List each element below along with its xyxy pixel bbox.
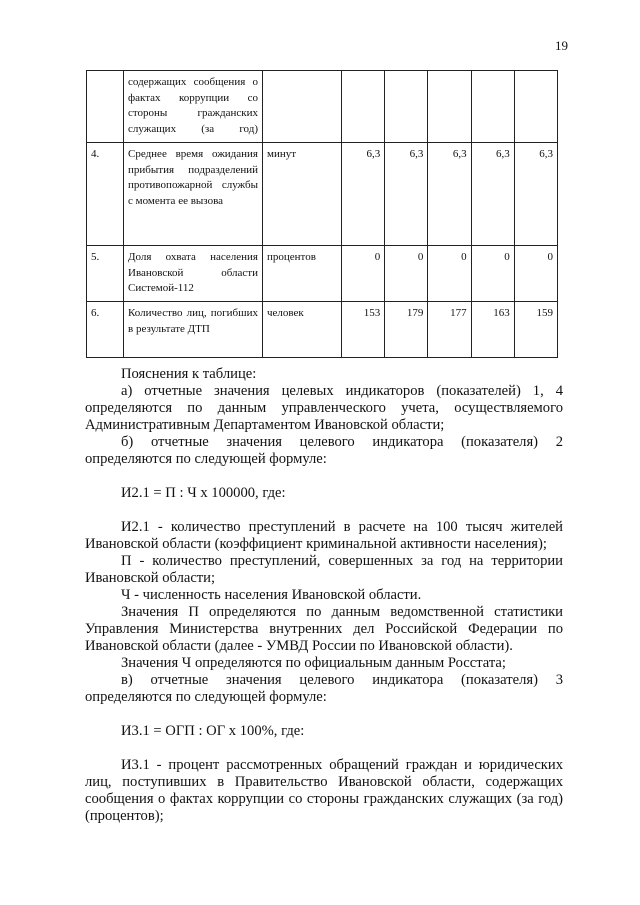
formula-i2: И2.1 = П : Ч х 100000, где: [121,485,286,501]
value-cell: 179 [385,302,428,358]
value-cell: 0 [385,246,428,302]
value-cell [342,71,385,143]
value-cell: 6,3 [514,143,557,246]
value-cell: 6,3 [471,143,514,246]
explanations-heading: Пояснения к таблице: [121,366,257,382]
value-cell: 0 [342,246,385,302]
row-number [87,71,124,143]
unit-cell: человек [263,302,342,358]
table-row [87,71,558,143]
value-cell [385,71,428,143]
table-row [87,246,558,302]
paragraph-a: а) отчетные значения целевых индикаторов (показателей) 1, 4 определяются по данным управленческого учета, осуществляемого Административным Департаментом Ивановской области; [85,383,563,433]
value-cell: 177 [428,302,471,358]
value-cell: 6,3 [428,143,471,246]
row-number: 4. [87,143,124,246]
paragraph-p-source: Значения П определяются по данным ведомственной статистики Управления Министерства внутренних дел Российской Федерации по Ивановской области (далее - УМВД России по Ивановской области). [85,604,563,654]
page-number: 19 [555,38,568,53]
row-number: 5. [87,246,124,302]
indicator-name: Количество лиц, погибших в результате ДТП [124,302,263,358]
value-cell: 159 [514,302,557,358]
unit-cell: процентов [263,246,342,302]
definition-ch: Ч - численность населения Ивановской области. [121,587,422,603]
table-row [87,143,558,246]
paragraph-ch-source: Значения Ч определяются по официальным данным Росстата; [121,655,506,671]
definition-i2: И2.1 - количество преступлений в расчете на 100 тысяч жителей Ивановской области (коэффициент криминальной активности населения); [85,519,563,552]
indicator-name: Среднее время ожидания прибытия подразделений противопожарной службы с момента ее вызова [124,143,263,246]
unit-cell: минут [263,143,342,246]
paragraph-v: в) отчетные значения целевого индикатора (показателя) 3 определяются по следующей формуле: [85,672,563,705]
definition-p: П - количество преступлений, совершенных за год на территории Ивановской области; [85,553,563,586]
value-cell: 6,3 [342,143,385,246]
paragraph-b: б) отчетные значения целевого индикатора (показателя) 2 определяются по следующей формуле: [85,434,563,467]
definition-i3: И3.1 - процент рассмотренных обращений граждан и юридических лиц, поступивших в Правительство Ивановской области, содержащих сообщения о фактах коррупции со стороны гражданских служащих (за год) (процентов); [85,757,563,824]
value-cell: 153 [342,302,385,358]
row-number: 6. [87,302,124,358]
value-cell: 0 [471,246,514,302]
value-cell: 0 [428,246,471,302]
indicator-name: Доля охвата населения Ивановской области Системой-112 [124,246,263,302]
unit-cell [263,71,342,143]
value-cell: 0 [514,246,557,302]
value-cell [471,71,514,143]
formula-i3: И3.1 = ОГП : ОГ х 100%, где: [121,723,305,739]
indicators-table [86,70,558,358]
indicator-name: содержащих сообщения о фактах коррупции со стороны гражданских служащих (за год) [124,71,263,143]
value-cell: 6,3 [385,143,428,246]
value-cell [428,71,471,143]
value-cell: 163 [471,302,514,358]
explanations [85,366,563,825]
table-row [87,302,558,358]
value-cell [514,71,557,143]
